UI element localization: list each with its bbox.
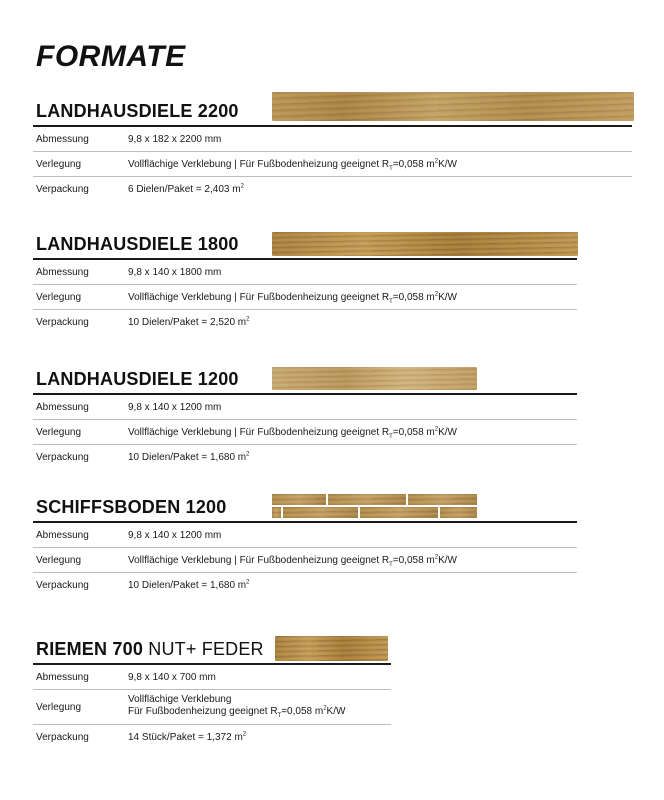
spec-row-laying — [33, 690, 391, 725]
section-schiffsboden-1200 — [33, 495, 577, 597]
spec-row-dimension — [33, 260, 577, 285]
spec-label: Abmessung — [36, 402, 89, 413]
section-title: LANDHAUSDIELE 2200 — [36, 101, 239, 121]
spec-row-dimension — [33, 395, 577, 420]
spec-row-packaging — [33, 445, 577, 469]
section-landhausdiele-2200 — [33, 99, 632, 201]
spec-row-laying — [33, 285, 577, 310]
spec-value: Vollflächige Verklebung | Für Fußbodenheizung geeignet $R_T=0,058$ $m^2K/W$ — [128, 554, 457, 568]
spec-row-packaging — [33, 310, 577, 334]
spec-label: Verpackung — [36, 732, 89, 743]
spec-label: Verpackung — [36, 184, 89, 195]
spec-value: 10 Dielen/Paket = 1,680 $m^2$ — [128, 579, 250, 591]
spec-label: Verlegung — [36, 159, 82, 170]
spec-label: Abmessung — [36, 267, 89, 278]
spec-label: Abmessung — [36, 530, 89, 541]
section-landhausdiele-1800 — [33, 232, 577, 334]
spec-label: Verlegung — [36, 555, 82, 566]
spec-row-dimension — [33, 127, 632, 152]
spec-row-dimension — [33, 665, 391, 690]
spec-value: 9,8 x 140 x 1800 mm — [128, 267, 222, 278]
spec-row-packaging — [33, 177, 632, 201]
section-title: SCHIFFSBODEN 1200 — [36, 497, 227, 517]
page-title: FORMATE — [36, 40, 186, 73]
spec-value: Vollflächige Verklebung | Für Fußbodenheizung geeignet $R_T=0,058$ $m^2K/W$ — [128, 291, 457, 305]
spec-label: Verlegung — [36, 292, 82, 303]
spec-value: 9,8 x 140 x 1200 mm — [128, 402, 222, 413]
section-title: LANDHAUSDIELE 1200 — [36, 369, 239, 389]
section-landhausdiele-1200 — [33, 367, 577, 469]
spec-row-packaging — [33, 725, 391, 749]
spec-value: Vollflächige Verklebung | Für Fußbodenheizung geeignet $R_T=0,058$ $m^2K/W$ — [128, 426, 457, 440]
spec-row-laying — [33, 548, 577, 573]
spec-label: Verpackung — [36, 317, 89, 328]
section-title: LANDHAUSDIELE 1800 — [36, 234, 239, 254]
section-riemen-700 — [33, 637, 391, 749]
spec-row-laying — [33, 420, 577, 445]
section-title: RIEMEN 700 NUT+ FEDER — [36, 639, 264, 659]
spec-label: Verlegung — [36, 427, 82, 438]
spec-label: Abmessung — [36, 134, 89, 145]
spec-row-laying — [33, 152, 632, 177]
spec-value: 6 Dielen/Paket = 2,403 $m^2$ — [128, 183, 244, 195]
spec-label: Verlegung — [36, 702, 82, 713]
spec-label: Verpackung — [36, 452, 89, 463]
spec-value: 9,8 x 140 x 700 mm — [128, 672, 216, 683]
spec-value: 9,8 x 182 x 2200 mm — [128, 134, 222, 145]
spec-value: 10 Dielen/Paket = 2,520 $m^2$ — [128, 316, 250, 328]
spec-label: Abmessung — [36, 672, 89, 683]
spec-value: 14 Stück/Paket = 1,372 $m^2$ — [128, 731, 247, 743]
spec-value: 9,8 x 140 x 1200 mm — [128, 530, 222, 541]
spec-value: Vollflächige Verklebung | Für Fußbodenheizung geeignet $R_T=0,058$ $m^2K/W$ — [128, 158, 457, 172]
spec-row-packaging — [33, 573, 577, 597]
spec-value: 10 Dielen/Paket = 1,680 $m^2$ — [128, 451, 250, 463]
spec-row-dimension — [33, 523, 577, 548]
spec-label: Verpackung — [36, 580, 89, 591]
spec-value: Vollflächige Verklebung Für Fußbodenheizung geeignet $R_T=0,058$ $m^2K/W$ — [128, 694, 346, 719]
